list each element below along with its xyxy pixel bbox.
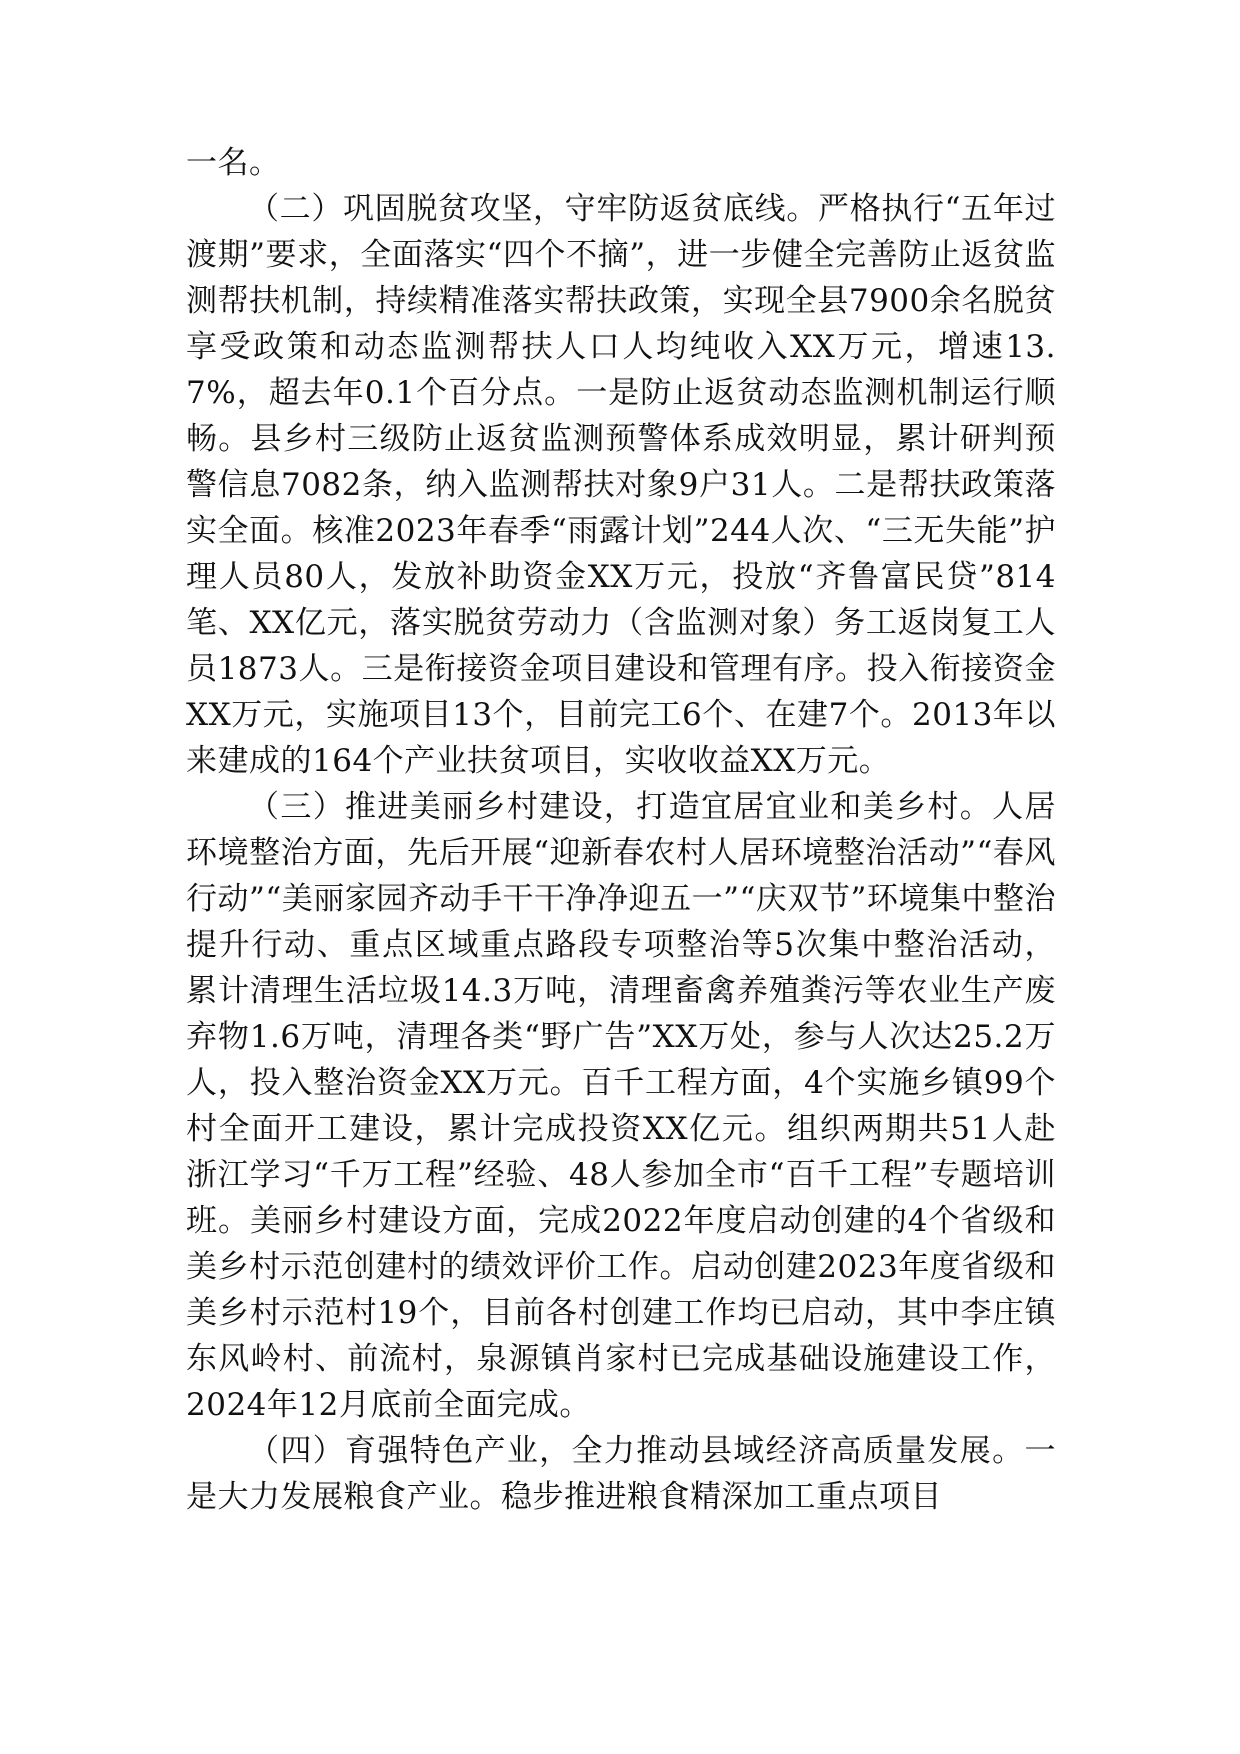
document-body: [186, 140, 1056, 1520]
paragraph-section-2: （二）巩固脱贫攻坚，守牢防返贫底线。严格执行“五年过渡期”要求，全面落实“四个不摘”，进一步健全完善防止返贫监测帮扶机制，持续精准落实帮扶政策，实现全县7900余名脱贫享受政策和动态监测帮扶人口人均纯收入XX万元，增速13.7%，超去年0.1个百分点。一是防止返贫动态监测机制运行顺畅。县乡村三级防止返贫监测预警体系成效明显，累计研判预警信息7082条，纳入监测帮扶对象9户31人。二是帮扶政策落实全面。核准2023年春季“雨露计划”244人次、“三无失能”护理人员80人，发放补助资金XX万元，投放“齐鲁富民贷”814笔、XX亿元，落实脱贫劳动力（含监测对象）务工返岗复工人员1873人。三是衔接资金项目建设和管理有序。投入衔接资金XX万元，实施项目13个，目前完工6个、在建7个。2013年以来建成的164个产业扶贫项目，实收收益XX万元。: [186, 191, 1056, 779]
paragraph-section-4: （四）育强特色产业，全力推动县域经济高质量发展。一是大力发展粮食产业。稳步推进粮食精深加工重点项目: [186, 1433, 1056, 1515]
paragraph-continuation: 一名。: [186, 145, 281, 181]
paragraph-section-3: （三）推进美丽乡村建设，打造宜居宜业和美乡村。人居环境整治方面，先后开展“迎新春农村人居环境整治活动”“春风行动”“美丽家园齐动手干干净净迎五一”“庆双节”环境集中整治提升行动、重点区域重点路段专项整治等5次集中整治活动，累计清理生活垃圾14.3万吨，清理畜禽养殖粪污等农业生产废弃物1.6万吨，清理各类“野广告”XX万处，参与人次达25.2万人，投入整治资金XX万元。百千工程方面，4个实施乡镇99个村全面开工建设，累计完成投资XX亿元。组织两期共51人赴浙江学习“千万工程”经验、48人参加全市“百千工程”专题培训班。美丽乡村建设方面，完成2022年度启动创建的4个省级和美乡村示范创建村的绩效评价工作。启动创建2023年度省级和美乡村示范村19个，目前各村创建工作均已启动，其中李庄镇东风岭村、前流村，泉源镇肖家村已完成基础设施建设工作，2024年12月底前全面完成。: [186, 789, 1056, 1423]
